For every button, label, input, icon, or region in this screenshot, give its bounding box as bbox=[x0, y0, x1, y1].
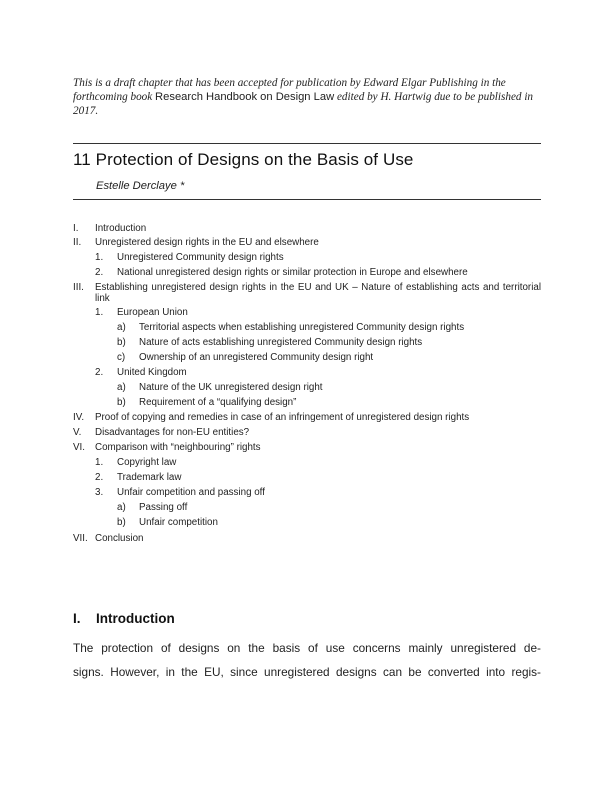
toc-item-label: Unfair competition bbox=[139, 517, 218, 528]
toc-item-number: 1. bbox=[95, 307, 104, 318]
toc-item-number: a) bbox=[117, 322, 126, 333]
chapter-title: 11 Protection of Designs on the Basis of Use bbox=[73, 150, 414, 169]
toc-item-number: a) bbox=[117, 382, 126, 393]
section-title: Introduction bbox=[96, 611, 175, 626]
toc-item bbox=[73, 426, 541, 440]
draft-notice-text-end: edited by H. Hartwig due to be published in 2017. bbox=[73, 91, 534, 117]
paragraph-line: signs. However, in the EU, since unregistered designs can be converted into regis- bbox=[73, 665, 541, 679]
toc-item-label: Disadvantages for non-EU entities? bbox=[95, 427, 250, 438]
toc-item bbox=[73, 381, 541, 395]
toc-item-label: Trademark law bbox=[117, 472, 182, 483]
toc-item bbox=[73, 266, 541, 280]
title-top-rule bbox=[73, 143, 541, 144]
body-paragraph bbox=[73, 636, 541, 684]
toc-item-number: III. bbox=[73, 282, 84, 293]
toc-item-number: V. bbox=[73, 427, 82, 438]
title-bottom-rule bbox=[73, 199, 541, 200]
toc-item bbox=[73, 222, 541, 236]
toc-item-label: Requirement of a “qualifying design” bbox=[139, 397, 297, 408]
toc-item-number: II. bbox=[73, 237, 82, 248]
toc-item-label: Nature of acts establishing unregistered Community design rights bbox=[139, 337, 423, 348]
toc-item-label: Nature of the UK unregistered design right bbox=[139, 382, 323, 393]
toc-item-label: Unregistered Community design rights bbox=[117, 252, 284, 263]
toc-item-label: Conclusion bbox=[95, 533, 144, 544]
toc-item-label: Ownership of an unregistered Community design right bbox=[139, 352, 374, 363]
toc-item-label: Unregistered design rights in the EU and elsewhere bbox=[95, 237, 319, 248]
toc-item-label: Proof of copying and remedies in case of an infringement of unregistered design rights bbox=[95, 412, 470, 423]
toc-item bbox=[73, 236, 541, 250]
draft-notice-text: This is a draft chapter that has been accepted for publication by Edward Elgar Publishing in the forthcoming book bbox=[73, 77, 506, 103]
toc-item bbox=[73, 501, 541, 515]
draft-notice bbox=[73, 76, 548, 118]
toc-item-label: Establishing unregistered design rights in the EU and UK – Nature of establishing acts and territorial link bbox=[95, 282, 541, 304]
toc-item bbox=[73, 532, 541, 546]
toc-item bbox=[73, 441, 541, 455]
toc-item-number: VII. bbox=[73, 533, 88, 544]
toc-item-number: I. bbox=[73, 223, 79, 234]
toc-item bbox=[73, 411, 541, 425]
toc-item-number: b) bbox=[117, 397, 126, 408]
toc-item-number: 2. bbox=[95, 267, 104, 278]
toc-item bbox=[73, 486, 541, 500]
toc-item bbox=[73, 396, 541, 410]
book-title: Research Handbook on Design Law bbox=[155, 91, 335, 103]
toc-item-number: 1. bbox=[95, 252, 104, 263]
toc-item-number: IV. bbox=[73, 412, 85, 423]
section-number: I. bbox=[73, 611, 81, 626]
toc-item bbox=[73, 321, 541, 335]
toc-item-number: b) bbox=[117, 517, 126, 528]
toc-item bbox=[73, 306, 541, 320]
toc-item-number: a) bbox=[117, 502, 126, 513]
toc-item-number: 3. bbox=[95, 487, 104, 498]
toc-item-label: Comparison with “neighbouring” rights bbox=[95, 442, 261, 453]
toc-item bbox=[73, 336, 541, 350]
toc-item-label: Passing off bbox=[139, 502, 188, 513]
toc-item bbox=[73, 366, 541, 380]
toc-item bbox=[73, 351, 541, 365]
toc-item bbox=[73, 516, 541, 530]
toc-item-number: 2. bbox=[95, 472, 104, 483]
toc-item-label: Introduction bbox=[95, 223, 147, 234]
toc-item bbox=[73, 471, 541, 485]
toc-item-label: United Kingdom bbox=[117, 367, 187, 378]
toc-item-number: b) bbox=[117, 337, 126, 348]
toc-item-label: European Union bbox=[117, 307, 188, 318]
toc-item bbox=[73, 282, 541, 308]
toc-item-label: National unregistered design rights or similar protection in Europe and elsewhere bbox=[117, 267, 468, 278]
toc-item-label: Copyright law bbox=[117, 457, 177, 468]
toc-item-number: 1. bbox=[95, 457, 104, 468]
toc-item bbox=[73, 251, 541, 265]
toc-item-number: 2. bbox=[95, 367, 104, 378]
toc-item bbox=[73, 456, 541, 470]
toc-item-label: Territorial aspects when establishing unregistered Community design rights bbox=[139, 322, 465, 333]
toc-item-number: c) bbox=[117, 352, 126, 363]
toc-item-number: VI. bbox=[73, 442, 85, 453]
paragraph-line: The protection of designs on the basis of use concerns mainly unregistered de- bbox=[73, 641, 541, 655]
chapter-author: Estelle Derclaye * bbox=[96, 180, 185, 192]
toc-item-label: Unfair competition and passing off bbox=[117, 487, 265, 498]
